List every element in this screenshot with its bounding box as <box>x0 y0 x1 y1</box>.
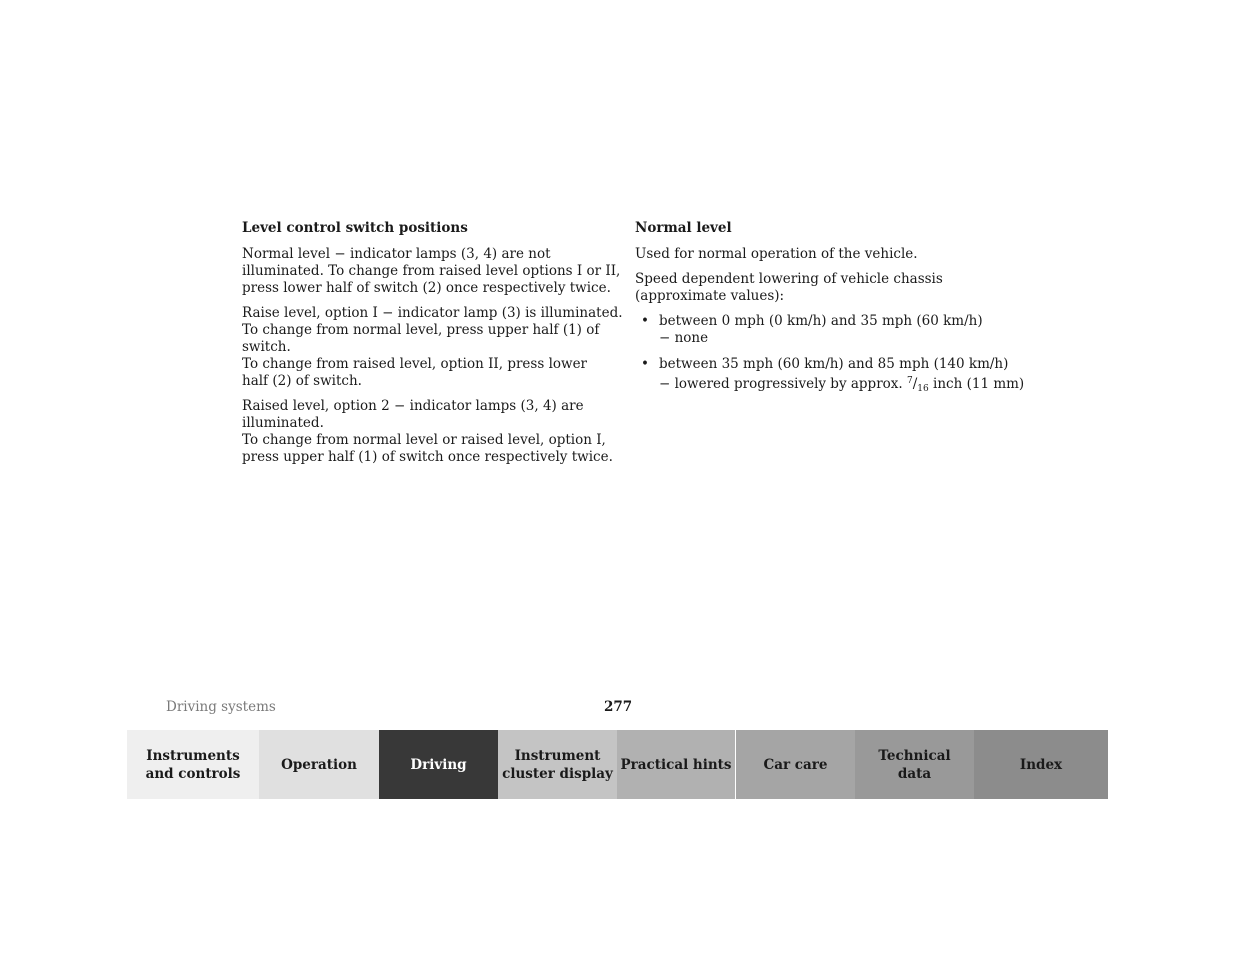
right-column <box>635 220 1035 407</box>
text-line <box>659 373 1035 398</box>
list-item <box>635 313 1035 347</box>
text-line: press lower half of switch (2) once respectively twice. <box>242 280 611 296</box>
paragraph-speed-lowering <box>635 271 1035 305</box>
fraction-numerator: 7 <box>906 376 913 386</box>
tab-label: Instruments and controls <box>145 747 241 782</box>
tab-instruments-and-controls[interactable] <box>127 730 259 799</box>
text-fragment: inch (11 mm) <box>928 376 1025 392</box>
text-line: between 35 mph (60 km/h) and 85 mph (140 km/h) <box>659 356 1009 372</box>
tab-label: Instrument cluster display <box>502 747 613 782</box>
tab-technical-data[interactable] <box>855 730 974 799</box>
fraction-slash: / <box>912 376 918 392</box>
text-fragment: − lowered progressively by approx. <box>659 376 907 392</box>
page-number: 277 <box>604 699 633 715</box>
tab-operation[interactable] <box>259 730 379 799</box>
bullet-icon: • <box>641 313 649 329</box>
text-line: press upper half (1) of switch once respectively twice. <box>242 449 613 465</box>
paragraph-raise-level-option-1 <box>242 305 623 390</box>
section-label: Driving systems <box>166 699 276 715</box>
section-heading-normal-level: Normal level <box>635 220 732 236</box>
text-line: Raise level, option I − indicator lamp (3) is illuminated. <box>242 305 623 321</box>
text-line: Normal level − indicator lamps (3, 4) are not <box>242 246 551 262</box>
chapter-tab-bar <box>127 730 1108 799</box>
speed-bullet-list <box>635 313 1035 398</box>
text-line: To change from normal level or raised level, option I, <box>242 432 606 448</box>
section-heading-level-control: Level control switch positions <box>242 220 468 236</box>
text-line: (approximate values): <box>635 288 785 304</box>
tab-index[interactable] <box>974 730 1108 799</box>
text-line: half (2) of switch. <box>242 373 362 389</box>
left-column <box>242 220 623 474</box>
text-line: To change from raised level, option II, press lower <box>242 356 588 372</box>
text-line: Speed dependent lowering of vehicle chassis <box>635 271 943 287</box>
text-line: between 0 mph (0 km/h) and 35 mph (60 km/h) <box>659 313 983 329</box>
tab-label: Technical data <box>878 747 951 782</box>
tab-instrument-cluster-display[interactable] <box>498 730 617 799</box>
text-line: To change from normal level, press upper half (1) of <box>242 322 600 338</box>
paragraph-normal-level <box>242 246 621 297</box>
text-line: illuminated. <box>242 415 324 431</box>
tab-practical-hints[interactable] <box>617 730 736 799</box>
text-line: Used for normal operation of the vehicle. <box>635 246 918 262</box>
text-line: − none <box>659 330 709 346</box>
fraction-denominator: 16 <box>917 384 929 394</box>
text-line: switch. <box>242 339 291 355</box>
tab-label: Driving <box>410 756 467 773</box>
tab-label: Index <box>1019 756 1063 773</box>
tab-label: Car care <box>763 756 828 773</box>
text-line: Raised level, option 2 − indicator lamps (3, 4) are <box>242 398 584 414</box>
paragraph-intro <box>635 246 1035 263</box>
tab-label: Practical hints <box>620 756 732 773</box>
tab-driving[interactable] <box>379 730 498 799</box>
bullet-icon: • <box>641 356 649 372</box>
text-line: illuminated. To change from raised level options I or II, <box>242 263 621 279</box>
tab-label: Operation <box>281 756 357 773</box>
paragraph-raised-level-option-2 <box>242 398 612 466</box>
tab-car-care[interactable] <box>736 730 855 799</box>
list-item <box>635 356 1035 398</box>
